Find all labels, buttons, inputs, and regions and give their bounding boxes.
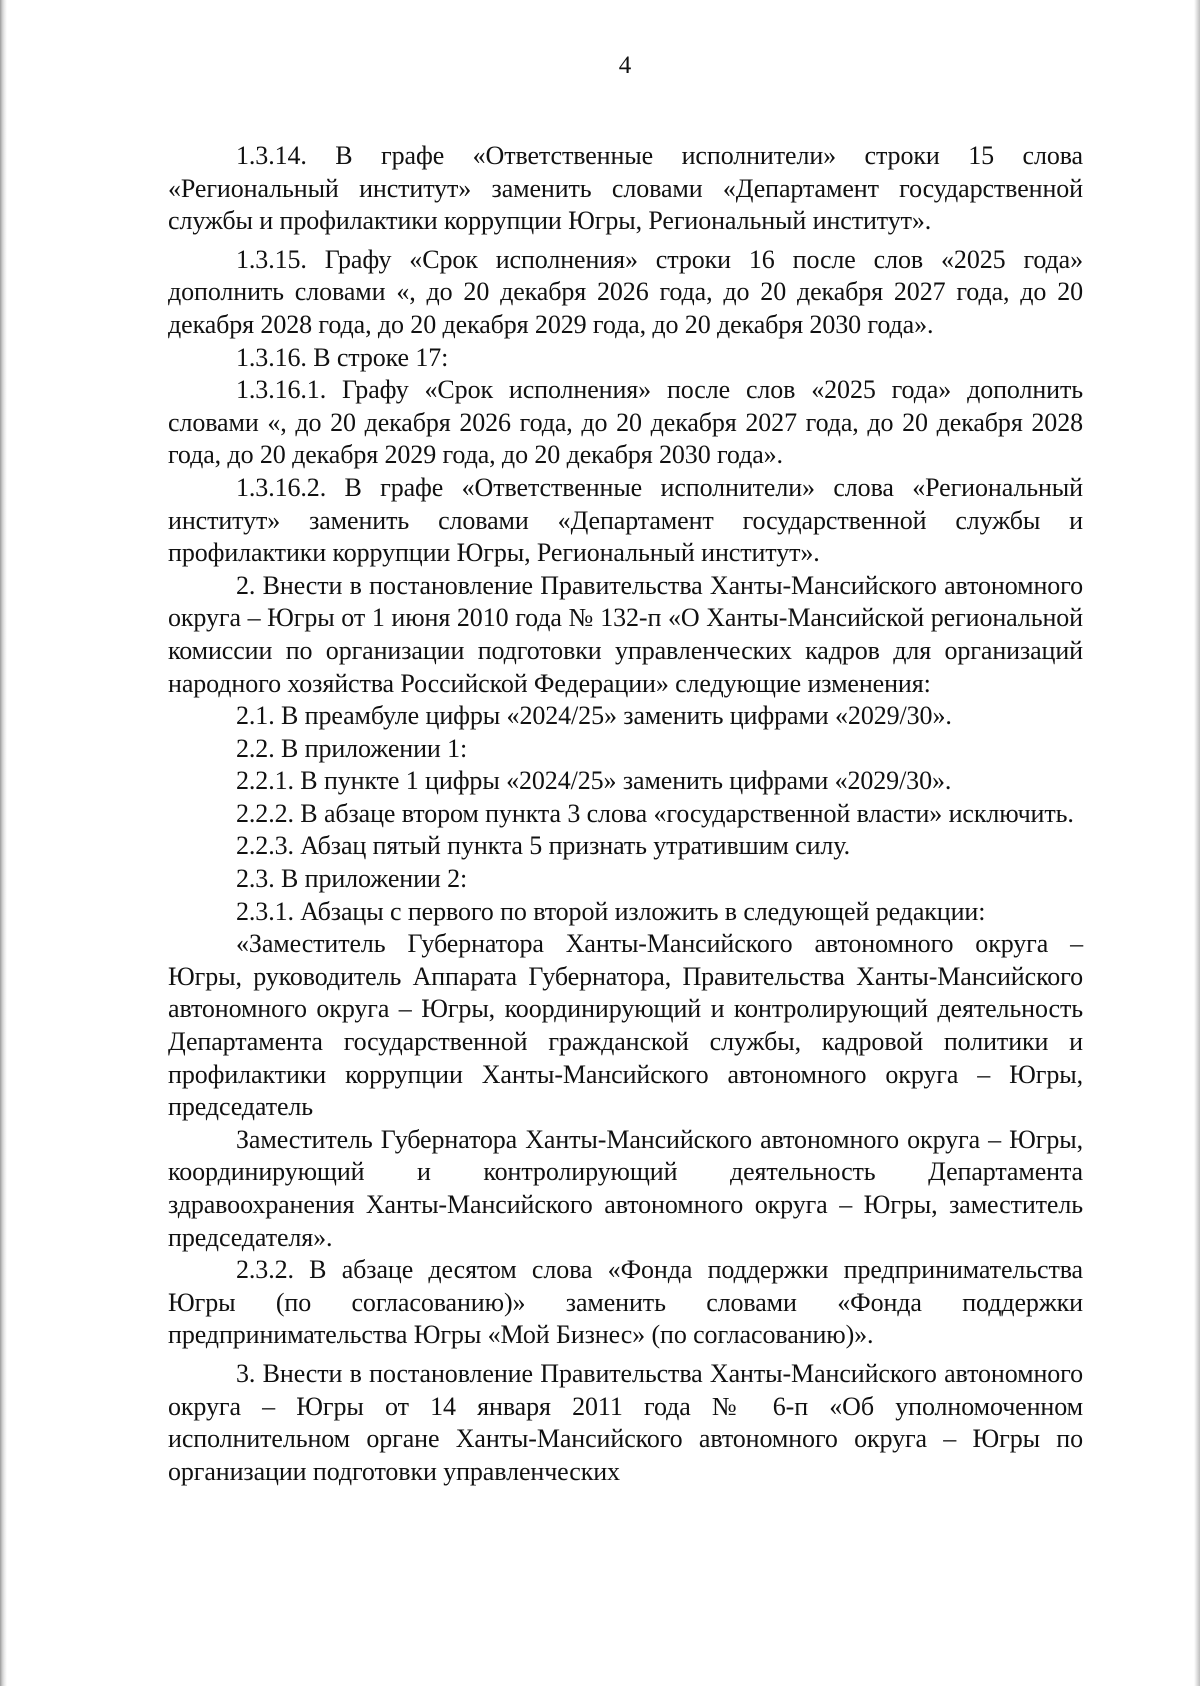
- paragraph-2-2-3: 2.2.3. Абзац пятый пункта 5 признать утратившим силу.: [236, 831, 850, 861]
- document-body: [168, 140, 1083, 1488]
- scan-edge-right: [1194, 0, 1200, 1686]
- paragraph-1-3-16-2: 1.3.16.2. В графе «Ответственные исполнители» слова «Региональный институт» заменить словами «Департамент государственной службы и профилактики коррупции Югры, Региональный институт».: [168, 472, 1083, 568]
- page-number: 4: [618, 52, 632, 79]
- paragraph-2-3: 2.3. В приложении 2:: [236, 864, 468, 894]
- paragraph-2-2-2: 2.2.2. В абзаце втором пункта 3 слова «государственной власти» исключить.: [236, 798, 1074, 828]
- paragraph-1-3-14: 1.3.14. В графе «Ответственные исполнители» строки 15 слова «Региональный институт» заменить словами «Департамент государственной службы и профилактики коррупции Югры, Региональный институт».: [168, 141, 1083, 236]
- paragraph-2-3-2: 2.3.2. В абзаце десятом слова «Фонда поддержки предпринимательства Югры (по согласованию)» заменить словами «Фонда поддержки предпринимательства Югры «Мой Бизнес» (по согласованию)».: [168, 1255, 1083, 1350]
- scan-edge-left: [0, 0, 7, 1686]
- paragraph-2: 2. Внести в постановление Правительства Ханты-Мансийского автономного округа – Югры от 1 июня 2010 года № 132-п «О Ханты-Мансийской региональной комиссии по организации подготовки управленческих кадров для организаций народного хозяйства Российской Федерации» следующие изменения:: [168, 570, 1083, 698]
- paragraph-quote-1: «Заместитель Губернатора Ханты-Мансийского автономного округа – Югры, руководитель Аппарата Губернатора, Правительства Ханты-Мансийского автономного округа – Югры, координирующий и контролирующий деятельность Департамента государственной гражданской службы, кадровой политики и профилактики коррупции Ханты-Мансийского автономного округа – Югры, председатель: [168, 929, 1083, 1122]
- paragraph-2-2: 2.2. В приложении 1:: [236, 733, 468, 763]
- paragraph-3: 3. Внести в постановление Правительства Ханты-Мансийского автономного округа – Югры от 14 января 2011 года № 6-п «Об уполномоченном исполнительном органе Ханты-Мансийского автономного округа – Югры по организации подготовки управленческих: [168, 1358, 1083, 1486]
- paragraph-2-2-1: 2.2.1. В пункте 1 цифры «2024/25» заменить цифрами «2029/30».: [236, 766, 952, 796]
- paragraph-1-3-16-1: 1.3.16.1. Графу «Срок исполнения» после слов «2025 года» дополнить словами «, до 20 декабря 2026 года, до 20 декабря 2027 года, до 20 декабря 2028 года, до 20 декабря 2029 года, до 20 декабря 2030 года».: [168, 375, 1083, 470]
- paragraph-1-3-16: 1.3.16. В строке 17:: [236, 342, 449, 372]
- paragraph-quote-2: Заместитель Губернатора Ханты-Мансийского автономного округа – Югры, координирующий и контролирующий деятельность Департамента здравоохранения Ханты-Мансийского автономного округа – Югры, заместитель председателя».: [168, 1124, 1083, 1252]
- paragraph-2-3-1: 2.3.1. Абзацы с первого по второй изложить в следующей редакции:: [236, 896, 986, 926]
- paragraph-2-1: 2.1. В преамбуле цифры «2024/25» заменить цифрами «2029/30».: [236, 701, 952, 731]
- paragraph-1-3-15: 1.3.15. Графу «Срок исполнения» строки 16 после слов «2025 года» дополнить словами «, до 20 декабря 2026 года, до 20 декабря 2027 года, до 20 декабря 2028 года, до 20 декабря 2029 года, до 20 декабря 2030 года».: [168, 244, 1083, 339]
